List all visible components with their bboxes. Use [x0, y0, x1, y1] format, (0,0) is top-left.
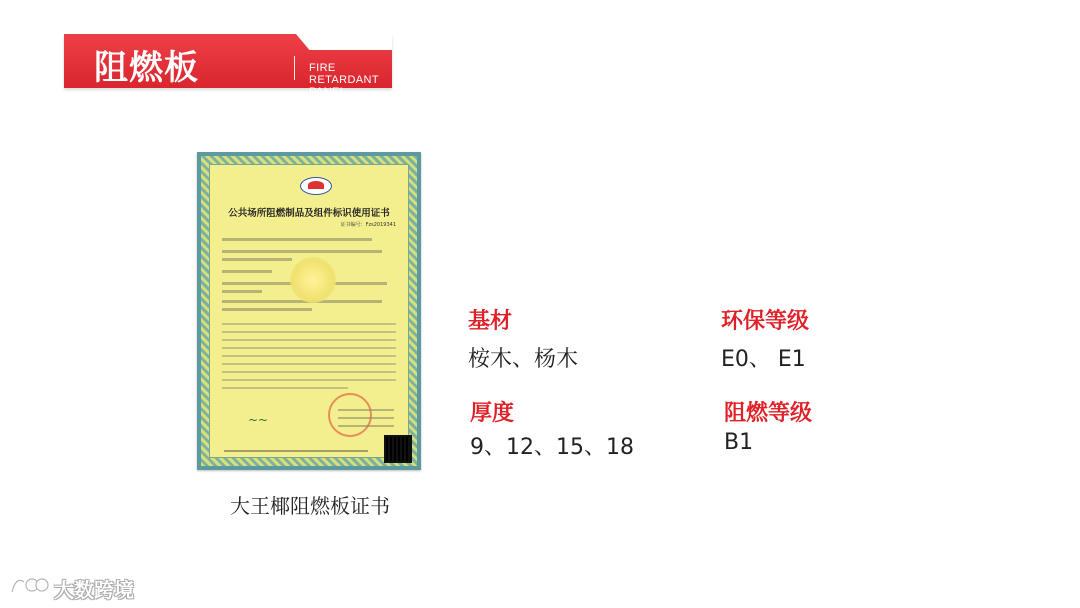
certificate-date-line	[338, 409, 394, 411]
certificate-image	[197, 152, 421, 470]
banner-notch	[296, 34, 392, 50]
page-title: 阻燃板	[94, 48, 199, 88]
certificate-signature: ~~	[248, 413, 269, 427]
thickness-label: 厚度	[470, 401, 515, 426]
watermark	[8, 572, 148, 600]
certificate-text-line	[222, 331, 396, 333]
certificate-caption: 大王椰阻燃板证书	[230, 494, 390, 518]
certificate-text-line	[222, 363, 396, 365]
brand-logo-icon	[8, 572, 50, 598]
certificate-field-line	[218, 237, 400, 242]
certificate-logo-icon	[300, 177, 332, 195]
qr-code-icon	[384, 435, 412, 463]
certificate-text-line	[222, 387, 348, 389]
certificate-heading: 公共场所阻燃制品及组件标识使用证书	[228, 208, 390, 219]
certificate-text-line	[222, 323, 396, 325]
fire-grade-label: 阻燃等级	[724, 401, 813, 426]
certificate-issuer-line	[224, 450, 368, 452]
certificate-text-line	[222, 355, 396, 357]
fire-grade-value: B1	[724, 430, 754, 455]
eco-grade-value: E0、 E1	[721, 347, 806, 372]
certificate-stamp	[328, 393, 372, 437]
certificate-date-line	[338, 425, 394, 427]
substrate-label: 基材	[468, 309, 513, 334]
certificate-text-line	[222, 339, 396, 341]
certificate-field-line	[218, 307, 400, 312]
banner-divider	[294, 56, 295, 80]
certificate-emblem	[290, 257, 336, 303]
certificate-text-line	[222, 347, 396, 349]
certificate-number: 证书编号：Fzs2019341	[340, 222, 396, 228]
substrate-value: 桉木、杨木	[468, 347, 579, 372]
title-banner	[64, 34, 392, 98]
watermark-text: 大数跨境	[54, 578, 134, 602]
thickness-value: 9、12、15、18	[470, 435, 634, 460]
certificate-date-line	[338, 417, 394, 419]
certificate-text-line	[222, 371, 396, 373]
certificate-field-line	[218, 249, 400, 254]
eco-grade-label: 环保等级	[721, 309, 810, 334]
certificate-body	[209, 164, 409, 458]
page-subtitle: FIRE RETARDANT PANEL	[309, 62, 379, 98]
certificate-text-line	[222, 379, 396, 381]
